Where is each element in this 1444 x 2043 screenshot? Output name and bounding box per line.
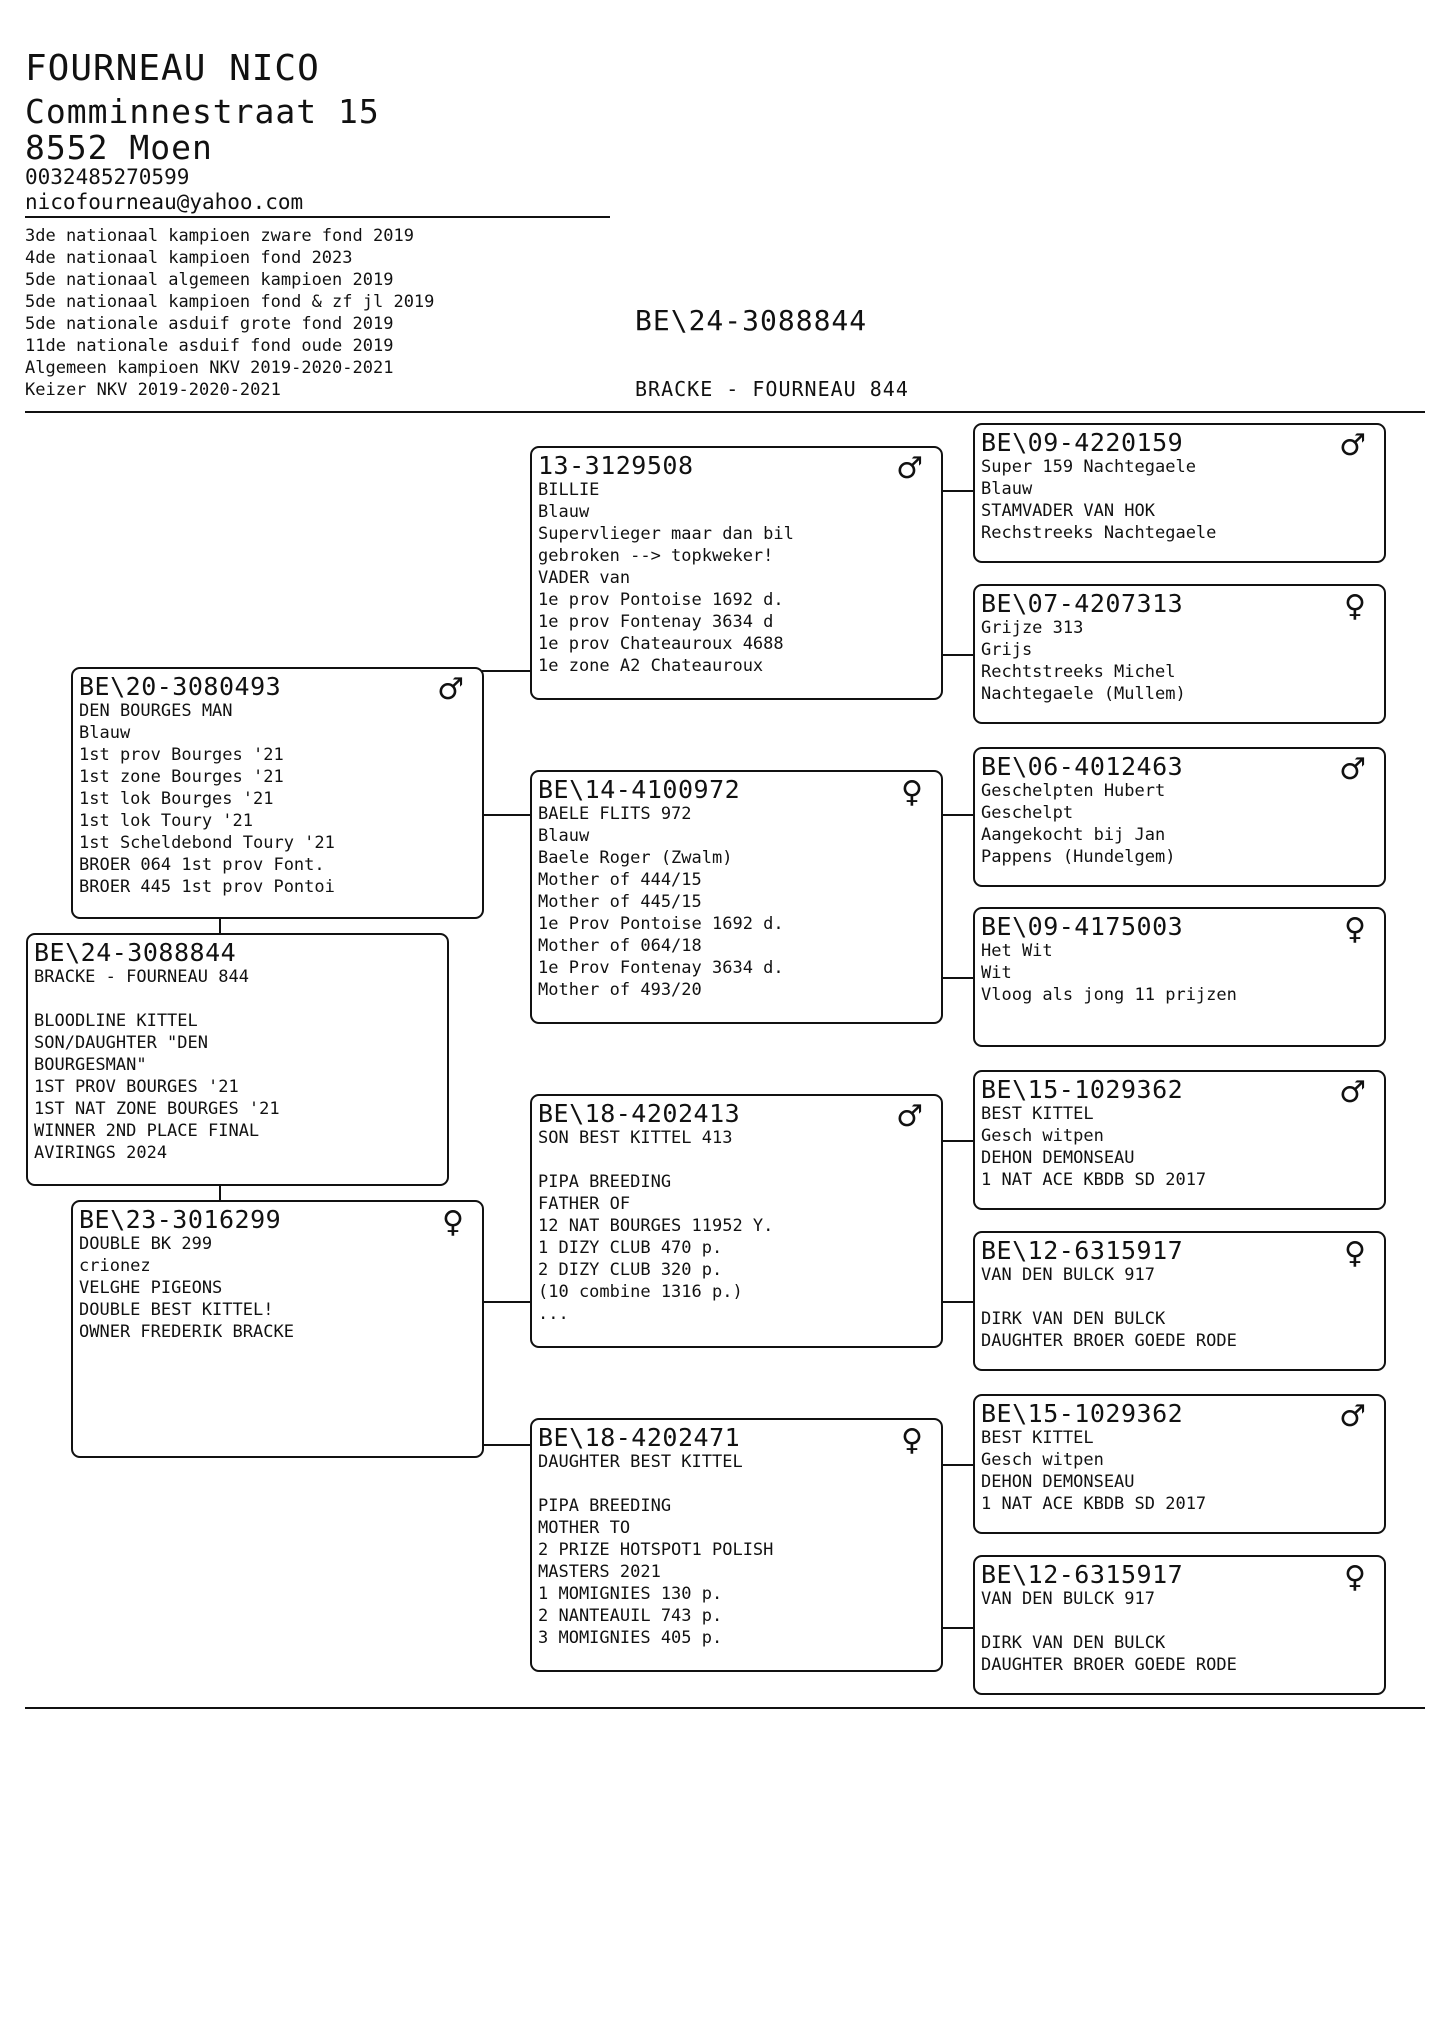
connector-line [940, 1627, 975, 1629]
female-symbol-icon: ♀ [1344, 912, 1366, 947]
pedigree-detail-line: DIRK VAN DEN BULCK [981, 1309, 1166, 1329]
pedigree-detail-line: gebroken --> topkweker! [538, 546, 774, 566]
footer-divider [25, 1707, 1425, 1709]
owner-titles-list [25, 225, 434, 401]
ring-number: BE\06-4012463 [981, 752, 1184, 781]
owner-divider [25, 216, 610, 218]
pedigree-detail-line: Rechstreeks Nachtegaele [981, 523, 1217, 543]
pedigree-detail-line: Aangekocht bij Jan [981, 825, 1166, 845]
pedigree-detail-line: 2 NANTEAUIL 743 p. [538, 1606, 723, 1626]
pedigree-detail-line: SON/DAUGHTER "DEN [34, 1033, 208, 1053]
pedigree-box-dds [973, 1394, 1386, 1534]
pedigree-detail-line: DAUGHTER BEST KITTEL [538, 1452, 743, 1472]
pedigree-detail-line: DAUGHTER BROER GOEDE RODE [981, 1655, 1237, 1675]
connector-line [940, 654, 975, 656]
pedigree-box-dam-sire [530, 1094, 943, 1348]
owner-name: FOURNEAU NICO [25, 48, 320, 89]
female-symbol-icon: ♀ [1344, 589, 1366, 624]
pedigree-detail-line: MOTHER TO [538, 1518, 631, 1538]
owner-email[interactable]: nicofourneau@yahoo.com [25, 190, 304, 214]
pedigree-detail-line: 1e prov Chateauroux 4688 [538, 634, 784, 654]
pedigree-box-sire-dam [530, 770, 943, 1024]
ring-number: 13-3129508 [538, 451, 694, 480]
male-symbol-icon: ♂ [896, 451, 923, 486]
pedigree-details [981, 1264, 1384, 1352]
pedigree-detail-line: crionez [79, 1256, 151, 1276]
pedigree-detail-line: 1st prov Bourges '21 [79, 745, 284, 765]
pedigree-detail-line: Geschelpten Hubert [981, 781, 1166, 801]
pedigree-detail-line [981, 1610, 1384, 1632]
male-symbol-icon: ♂ [437, 672, 464, 707]
pedigree-box-ssd [973, 584, 1386, 724]
pedigree-detail-line: Mother of 445/15 [538, 892, 702, 912]
male-symbol-icon: ♂ [1339, 752, 1366, 787]
pedigree-detail-line: OWNER FREDERIK BRACKE [79, 1322, 294, 1342]
owner-title: 5de nationaal kampioen fond & zf jl 2019 [25, 292, 435, 312]
pedigree-detail-line: Blauw [538, 826, 590, 846]
ring-number: BE\09-4220159 [981, 428, 1184, 457]
pedigree-box-ddd [973, 1555, 1386, 1695]
pedigree-box-sss [973, 423, 1386, 563]
pedigree-box-dam-dam [530, 1418, 943, 1672]
male-symbol-icon: ♂ [1339, 428, 1366, 463]
pedigree-detail-line: VELGHE PIGEONS [79, 1278, 223, 1298]
pedigree-detail-line: 12 NAT BOURGES 11952 Y. [538, 1216, 774, 1236]
pedigree-box-sire [71, 667, 484, 919]
owner-street: Comminnestraat 15 [25, 92, 380, 131]
pedigree-detail-line: Vloog als jong 11 prijzen [981, 985, 1237, 1005]
pedigree-box-sds [973, 747, 1386, 887]
pedigree-details [981, 1588, 1384, 1676]
pedigree-details [538, 803, 941, 1001]
connector-line [940, 814, 975, 816]
pedigree-details [981, 1103, 1384, 1191]
pedigree-detail-line: 1st zone Bourges '21 [79, 767, 284, 787]
pedigree-detail-line: 1 NAT ACE KBDB SD 2017 [981, 1494, 1207, 1514]
pedigree-detail-line: ... [538, 1304, 569, 1324]
pedigree-details [538, 1451, 941, 1649]
pedigree-details [538, 479, 941, 677]
pedigree-detail-line: Mother of 493/20 [538, 980, 702, 1000]
connector-line [219, 1185, 221, 1201]
connector-line [940, 490, 975, 492]
pedigree-detail-line: Nachtegaele (Mullem) [981, 684, 1186, 704]
main-ring-number: BE\24-3088844 [635, 304, 868, 337]
pedigree-details [981, 617, 1384, 705]
pedigree-box-sire-sire [530, 446, 943, 700]
owner-phone: 0032485270599 [25, 165, 190, 189]
pedigree-detail-line: Grijze 313 [981, 618, 1084, 638]
pedigree-detail-line: WINNER 2ND PLACE FINAL [34, 1121, 260, 1141]
pedigree-details [79, 1233, 482, 1343]
pedigree-detail-line: DAUGHTER BROER GOEDE RODE [981, 1331, 1237, 1351]
pedigree-detail-line: MASTERS 2021 [538, 1562, 661, 1582]
pedigree-detail-line: 1e prov Fontenay 3634 d [538, 612, 774, 632]
ring-number: BE\15-1029362 [981, 1075, 1184, 1104]
owner-title: Keizer NKV 2019-2020-2021 [25, 380, 281, 400]
pedigree-box-sdd [973, 907, 1386, 1047]
pedigree-detail-line: 1e zone A2 Chateauroux [538, 656, 764, 676]
pedigree-box-dam [71, 1200, 484, 1458]
pedigree-detail-line: PIPA BREEDING [538, 1172, 672, 1192]
male-symbol-icon: ♂ [1339, 1399, 1366, 1434]
pedigree-detail-line: Super 159 Nachtegaele [981, 457, 1196, 477]
pedigree-detail-line: 1st lok Toury '21 [79, 811, 253, 831]
connector-line [482, 1444, 531, 1446]
pedigree-detail-line: Supervlieger maar dan bil [538, 524, 794, 544]
pedigree-detail-line: Blauw [79, 723, 131, 743]
ring-number: BE\12-6315917 [981, 1560, 1184, 1589]
owner-title: 4de nationaal kampioen fond 2023 [25, 248, 353, 268]
male-symbol-icon: ♂ [1339, 1075, 1366, 1110]
pedigree-detail-line: BILLIE [538, 480, 600, 500]
connector-line [482, 670, 531, 672]
pedigree-detail-line: DEN BOURGES MAN [79, 701, 233, 721]
connector-line [940, 977, 975, 979]
connector-line [219, 918, 221, 934]
pedigree-detail-line: 1ST PROV BOURGES '21 [34, 1077, 239, 1097]
pedigree-detail-line: AVIRINGS 2024 [34, 1143, 168, 1163]
pedigree-detail-line: DEHON DEMONSEAU [981, 1472, 1135, 1492]
pedigree-detail-line: Pappens (Hundelgem) [981, 847, 1176, 867]
pedigree-detail-line: DOUBLE BEST KITTEL! [79, 1300, 274, 1320]
pedigree-detail-line: Grijs [981, 640, 1033, 660]
header-divider [25, 411, 1425, 413]
pedigree-detail-line: VAN DEN BULCK 917 [981, 1589, 1155, 1609]
pedigree-detail-line: 2 PRIZE HOTSPOT1 POLISH [538, 1540, 774, 1560]
pedigree-detail-line: Blauw [981, 479, 1033, 499]
pedigree-detail-line: Wit [981, 963, 1012, 983]
owner-title: 3de nationaal kampioen zware fond 2019 [25, 226, 414, 246]
pedigree-detail-line: VAN DEN BULCK 917 [981, 1265, 1155, 1285]
pedigree-detail-line: BEST KITTEL [981, 1428, 1094, 1448]
pedigree-detail-line [981, 1286, 1384, 1308]
connector-line [940, 1464, 975, 1466]
pedigree-detail-line: DIRK VAN DEN BULCK [981, 1633, 1166, 1653]
pedigree-detail-line: (10 combine 1316 p.) [538, 1282, 743, 1302]
pedigree-detail-line: DEHON DEMONSEAU [981, 1148, 1135, 1168]
ring-number: BE\23-3016299 [79, 1205, 282, 1234]
pedigree-detail-line: 1e Prov Pontoise 1692 d. [538, 914, 784, 934]
pedigree-box-dss [973, 1070, 1386, 1210]
pedigree-details [538, 1127, 941, 1325]
pedigree-detail-line: BEST KITTEL [981, 1104, 1094, 1124]
ring-number: BE\14-4100972 [538, 775, 741, 804]
pedigree-detail-line: 1 MOMIGNIES 130 p. [538, 1584, 723, 1604]
pedigree-detail-line: 1 NAT ACE KBDB SD 2017 [981, 1170, 1207, 1190]
pedigree-detail-line: Gesch witpen [981, 1450, 1104, 1470]
pedigree-detail-line: Rechtstreeks Michel [981, 662, 1176, 682]
pedigree-detail-line: BRACKE - FOURNEAU 844 [34, 967, 249, 987]
male-symbol-icon: ♂ [896, 1099, 923, 1134]
female-symbol-icon: ♀ [901, 775, 923, 810]
pedigree-details [981, 1427, 1384, 1515]
ring-number: BE\18-4202413 [538, 1099, 741, 1128]
pedigree-detail-line: STAMVADER VAN HOK [981, 501, 1155, 521]
pedigree-detail-line: BAELE FLITS 972 [538, 804, 692, 824]
pedigree-detail-line: SON BEST KITTEL 413 [538, 1128, 733, 1148]
female-symbol-icon: ♀ [1344, 1560, 1366, 1595]
pedigree-detail-line: BOURGESMAN" [34, 1055, 147, 1075]
pedigree-detail-line [538, 1473, 941, 1495]
connector-line [940, 1301, 975, 1303]
pedigree-detail-line: 2 DIZY CLUB 320 p. [538, 1260, 723, 1280]
ring-number: BE\20-3080493 [79, 672, 282, 701]
owner-title: 11de nationale asduif fond oude 2019 [25, 336, 394, 356]
pedigree-detail-line: Mother of 444/15 [538, 870, 702, 890]
ring-number: BE\18-4202471 [538, 1423, 741, 1452]
pedigree-detail-line: 1ST NAT ZONE BOURGES '21 [34, 1099, 280, 1119]
pedigree-detail-line: Geschelpt [981, 803, 1074, 823]
pedigree-detail-line [34, 988, 447, 1010]
pedigree-detail-line: Blauw [538, 502, 590, 522]
pedigree-detail-line: Baele Roger (Zwalm) [538, 848, 733, 868]
connector-line [940, 1140, 975, 1142]
owner-title: Algemeen kampioen NKV 2019-2020-2021 [25, 358, 394, 378]
ring-number: BE\15-1029362 [981, 1399, 1184, 1428]
pedigree-detail-line: PIPA BREEDING [538, 1496, 672, 1516]
pedigree-detail-line: Het Wit [981, 941, 1053, 961]
pedigree-detail-line: 1 DIZY CLUB 470 p. [538, 1238, 723, 1258]
pedigree-detail-line: BROER 445 1st prov Pontoi [79, 877, 335, 897]
pedigree-details [981, 456, 1384, 544]
connector-line [482, 1301, 531, 1303]
ring-number: BE\09-4175003 [981, 912, 1184, 941]
pedigree-detail-line: DOUBLE BK 299 [79, 1234, 213, 1254]
pedigree-detail-line: Gesch witpen [981, 1126, 1104, 1146]
pedigree-details [34, 966, 447, 1164]
pedigree-detail-line [538, 1149, 941, 1171]
owner-title: 5de nationale asduif grote fond 2019 [25, 314, 394, 334]
owner-city: 8552 Moen [25, 128, 213, 167]
pedigree-details [981, 780, 1384, 868]
ring-number: BE\24-3088844 [34, 938, 237, 967]
female-symbol-icon: ♀ [442, 1205, 464, 1240]
pedigree-details [79, 700, 482, 898]
connector-line [482, 814, 531, 816]
pedigree-detail-line: BROER 064 1st prov Font. [79, 855, 325, 875]
pedigree-detail-line: 1e Prov Fontenay 3634 d. [538, 958, 784, 978]
pedigree-box-subject [26, 933, 449, 1186]
female-symbol-icon: ♀ [901, 1423, 923, 1458]
pedigree-detail-line: FATHER OF [538, 1194, 631, 1214]
pedigree-details [981, 940, 1384, 1006]
pedigree-detail-line: 3 MOMIGNIES 405 p. [538, 1628, 723, 1648]
pedigree-box-dsd [973, 1231, 1386, 1371]
female-symbol-icon: ♀ [1344, 1236, 1366, 1271]
ring-number: BE\07-4207313 [981, 589, 1184, 618]
pedigree-detail-line: 1st lok Bourges '21 [79, 789, 274, 809]
pedigree-detail-line: BLOODLINE KITTEL [34, 1011, 198, 1031]
pedigree-detail-line: Mother of 064/18 [538, 936, 702, 956]
pedigree-detail-line: 1st Scheldebond Toury '21 [79, 833, 335, 853]
pedigree-detail-line: 1e prov Pontoise 1692 d. [538, 590, 784, 610]
owner-title: 5de nationaal algemeen kampioen 2019 [25, 270, 394, 290]
pedigree-detail-line: VADER van [538, 568, 631, 588]
main-pigeon-name: BRACKE - FOURNEAU 844 [635, 377, 909, 401]
ring-number: BE\12-6315917 [981, 1236, 1184, 1265]
